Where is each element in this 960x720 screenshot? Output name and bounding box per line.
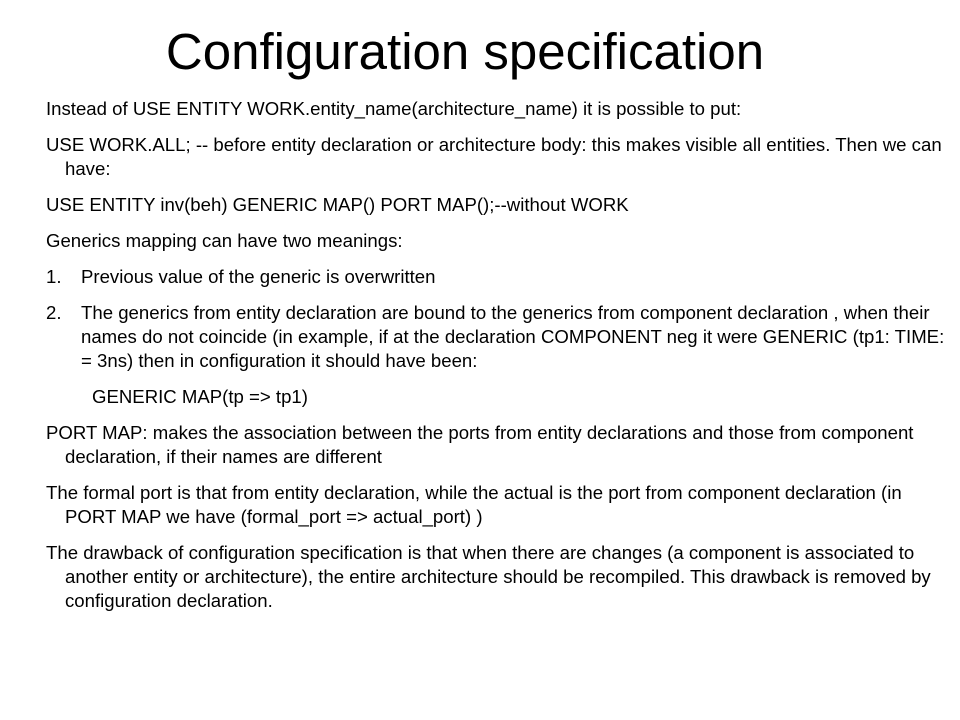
- list-item-text: Previous value of the generic is overwritten: [81, 266, 436, 287]
- paragraph-use-entity-alternative: Instead of USE ENTITY WORK.entity_name(architecture_name) it is possible to put:: [46, 98, 742, 119]
- slide-title: Configuration specification: [165, 23, 765, 80]
- generic-map-example: GENERIC MAP(tp => tp1): [92, 386, 308, 407]
- paragraph-use-entity-inv: USE ENTITY inv(beh) GENERIC MAP() PORT MAP();--without WORK: [46, 194, 629, 215]
- list-item-text: The generics from entity declaration are bound to the generics from component declaration , when their names do not coincide (in example, if at the declaration COMPONENT neg it were GENERIC (tp1: TIME: = 3ns) then in configuration it should have been:: [81, 302, 945, 371]
- list-item: [46, 301, 946, 373]
- slide-body: [46, 97, 946, 613]
- list-item: [46, 265, 946, 289]
- paragraph-generics-mapping: Generics mapping can have two meanings:: [46, 230, 403, 251]
- paragraph-drawback: The drawback of configuration specification is that when there are changes (a component is associated to another entity or architecture), the entire architecture should be recompiled. This drawback is removed by configuration declaration.: [46, 542, 931, 611]
- paragraph-port-map: PORT MAP: makes the association between the ports from entity declarations and those from component declaration, if their names are different: [46, 422, 914, 467]
- paragraph-use-work-all: USE WORK.ALL; -- before entity declaration or architecture body: this makes visible all entities. Then we can have:: [46, 134, 942, 179]
- paragraph-formal-port: The formal port is that from entity declaration, while the actual is the port from component declaration (in PORT MAP we have (formal_port => actual_port) ): [46, 482, 902, 527]
- list-item-number: 1.: [46, 266, 62, 287]
- list-item-number: 2.: [46, 302, 62, 323]
